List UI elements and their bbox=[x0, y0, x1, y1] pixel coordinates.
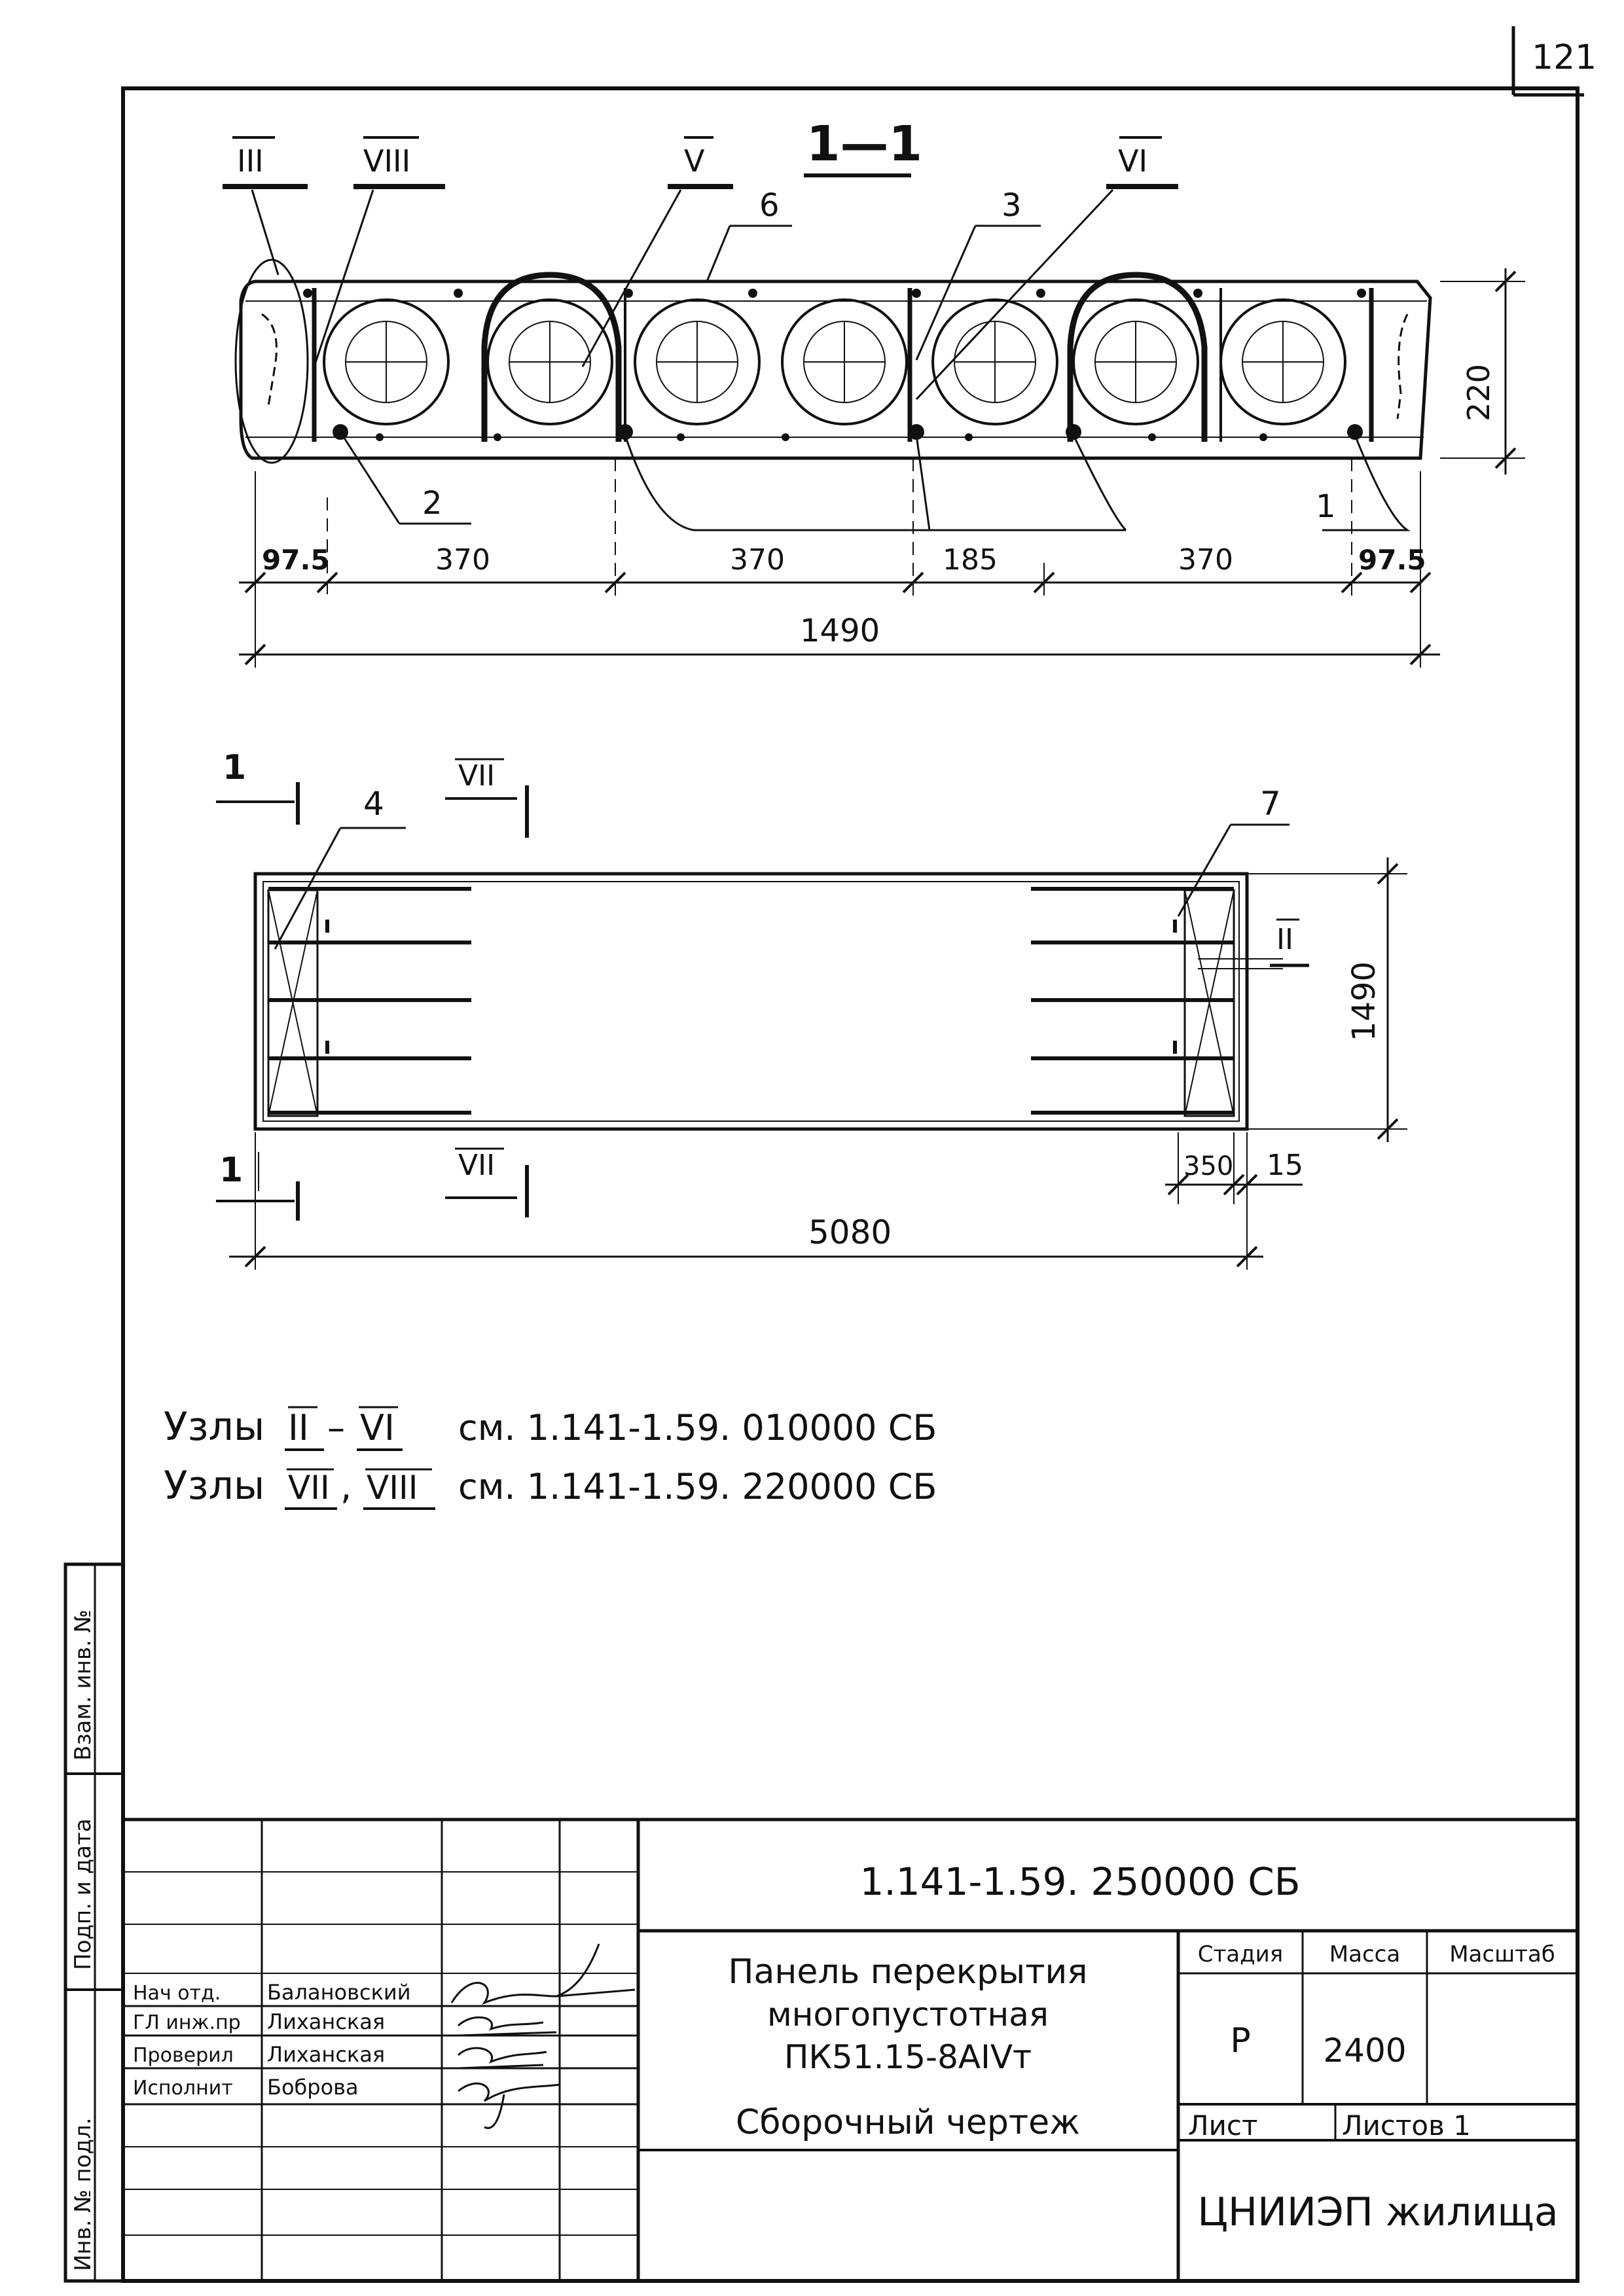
svg-text:Взам. инв. №: Взам. инв. № bbox=[70, 1609, 96, 1761]
top-wire bbox=[748, 289, 757, 298]
section-1-1 bbox=[223, 116, 1525, 668]
svg-text:350: 350 bbox=[1183, 1151, 1234, 1181]
bottom-wire bbox=[1259, 433, 1267, 441]
svg-text:Исполнит: Исполнит bbox=[133, 2077, 233, 2100]
svg-text:1490: 1490 bbox=[800, 613, 880, 649]
position-1 bbox=[625, 435, 1407, 530]
mass-value: 2400 bbox=[1323, 2032, 1407, 2070]
svg-text:II: II bbox=[1276, 923, 1293, 956]
mass-label: Масса bbox=[1329, 1941, 1401, 1967]
cut-vii-top: VII bbox=[458, 759, 496, 793]
drawing-name-1: Панель перекрытия bbox=[728, 1952, 1088, 1992]
position-2 bbox=[340, 432, 471, 524]
top-wire bbox=[454, 289, 463, 298]
svg-text:III: III bbox=[237, 143, 264, 179]
svg-text:5080: 5080 bbox=[808, 1213, 892, 1251]
top-wire bbox=[912, 289, 921, 298]
drawing-name-4: Сборочный чертеж bbox=[736, 2103, 1080, 2142]
svg-text:6: 6 bbox=[759, 187, 780, 224]
svg-text:Лиханская: Лиханская bbox=[267, 2009, 386, 2034]
node-mark-iii bbox=[223, 137, 308, 275]
top-wire bbox=[1193, 289, 1202, 298]
svg-text:4: 4 bbox=[363, 785, 384, 823]
section-title: 1—1 bbox=[806, 116, 922, 172]
cut-vii-bottom: VII bbox=[458, 1149, 496, 1182]
height-dimension bbox=[1440, 268, 1525, 475]
position-6 bbox=[707, 187, 792, 281]
plan-length-dimension bbox=[229, 1132, 1263, 1270]
svg-text:370: 370 bbox=[1178, 543, 1233, 577]
drawing-name-2: многопустотная bbox=[767, 1996, 1049, 2034]
position-4 bbox=[275, 785, 406, 949]
bottom-wire bbox=[782, 433, 789, 441]
svg-text:2: 2 bbox=[422, 485, 442, 522]
plan-small-dims bbox=[1165, 1132, 1303, 1270]
svg-text:370: 370 bbox=[435, 543, 490, 577]
svg-text:ГЛ инж.пр: ГЛ инж.пр bbox=[133, 2011, 241, 2034]
svg-text:1: 1 bbox=[1316, 488, 1336, 525]
node-mark-viii bbox=[314, 137, 445, 367]
svg-text:Подп. и дата: Подп. и дата bbox=[70, 1818, 96, 1970]
section-dimensions bbox=[239, 458, 1440, 668]
svg-text:VII: VII bbox=[288, 1469, 330, 1507]
svg-text:,: , bbox=[340, 1466, 352, 1507]
title-block bbox=[123, 1820, 1578, 2281]
note-line-2 bbox=[164, 1463, 937, 1509]
svg-text:7: 7 bbox=[1260, 785, 1281, 823]
svg-text:VI: VI bbox=[360, 1407, 395, 1448]
top-wire bbox=[303, 289, 312, 298]
bottom-wire bbox=[1148, 433, 1156, 441]
sheet-number: 121 bbox=[1532, 38, 1597, 77]
bottom-wire bbox=[677, 433, 685, 441]
svg-text:Лиханская: Лиханская bbox=[267, 2042, 386, 2067]
svg-text:VIII: VIII bbox=[367, 1469, 418, 1507]
svg-text:Нач отд.: Нач отд. bbox=[133, 1982, 221, 2005]
svg-text:II: II bbox=[288, 1407, 309, 1448]
scale-label: Масштаб bbox=[1449, 1941, 1555, 1967]
svg-text:Проверил: Проверил bbox=[133, 2044, 234, 2067]
cut-1-bottom: 1 bbox=[219, 1151, 244, 1190]
note-line-1 bbox=[164, 1404, 937, 1450]
bottom-wire bbox=[494, 433, 501, 441]
svg-text:1: 1 bbox=[223, 748, 247, 787]
svg-text:97.5: 97.5 bbox=[1358, 544, 1426, 576]
notes bbox=[164, 1404, 937, 1509]
svg-text:15: 15 bbox=[1267, 1149, 1303, 1182]
people-list bbox=[133, 1980, 411, 2100]
svg-text:185: 185 bbox=[943, 543, 998, 577]
svg-text:Узлы: Узлы bbox=[164, 1463, 265, 1509]
svg-text:Балановский: Балановский bbox=[267, 1980, 411, 2005]
svg-text:см. 1.141-1.59. 220000 СБ: см. 1.141-1.59. 220000 СБ bbox=[458, 1466, 937, 1507]
svg-text:VI: VI bbox=[1118, 143, 1148, 179]
svg-text:–: – bbox=[327, 1407, 345, 1448]
plan-view bbox=[216, 748, 1407, 1270]
top-wire bbox=[1357, 289, 1366, 298]
bottom-wire bbox=[376, 433, 384, 441]
drawing-name-3: ПК51.15-8АIVт bbox=[784, 2038, 1032, 2076]
svg-text:97.5: 97.5 bbox=[262, 544, 330, 576]
svg-text:3: 3 bbox=[1001, 187, 1022, 224]
svg-text:см. 1.141-1.59. 010000 СБ: см. 1.141-1.59. 010000 СБ bbox=[458, 1407, 937, 1448]
svg-text:370: 370 bbox=[730, 543, 785, 577]
svg-text:V: V bbox=[684, 143, 705, 179]
plan-width-dimension bbox=[1247, 857, 1407, 1142]
svg-text:Узлы: Узлы bbox=[164, 1404, 265, 1450]
svg-text:Инв. № подл.: Инв. № подл. bbox=[70, 2117, 96, 2271]
bottom-wire bbox=[965, 433, 973, 441]
svg-text:1490: 1490 bbox=[1346, 961, 1382, 1042]
side-stamp bbox=[65, 1564, 123, 2281]
stage-value: Р bbox=[1230, 2021, 1251, 2060]
svg-text:Боброва: Боброва bbox=[267, 2075, 359, 2100]
top-wire bbox=[1036, 289, 1045, 298]
svg-text:220: 220 bbox=[1461, 364, 1496, 422]
stage-label: Стадия bbox=[1197, 1941, 1284, 1967]
hollow-cores bbox=[324, 300, 1345, 424]
organization: ЦНИИЭП жилища bbox=[1197, 2189, 1559, 2235]
sheet-label: Лист bbox=[1188, 2109, 1258, 2142]
top-wire bbox=[624, 289, 633, 298]
sheets-count: Листов 1 bbox=[1342, 2109, 1471, 2142]
svg-text:VIII: VIII bbox=[363, 143, 411, 179]
document-code: 1.141-1.59. 250000 СБ bbox=[859, 1859, 1301, 1904]
